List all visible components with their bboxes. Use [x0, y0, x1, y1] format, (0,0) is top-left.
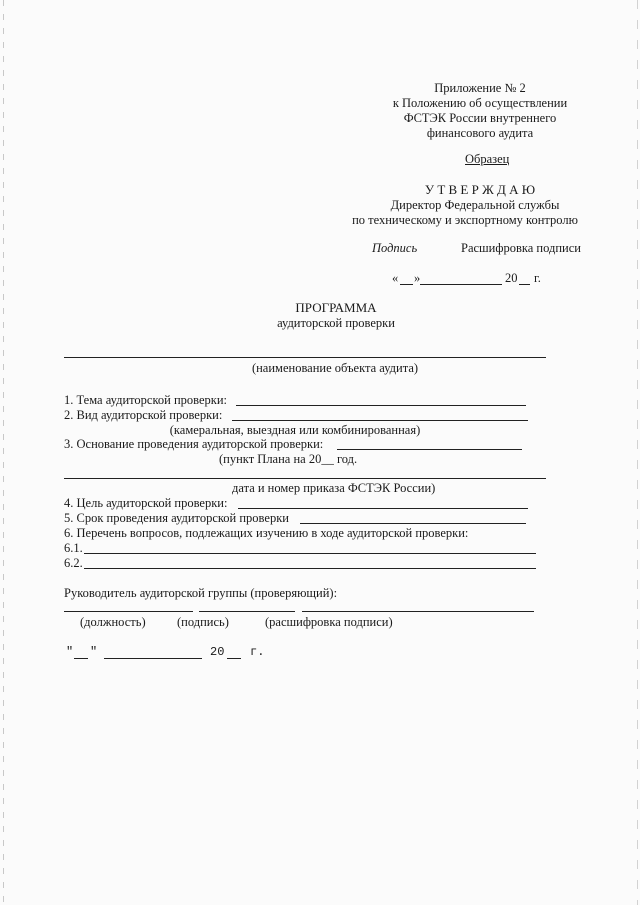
final-date-year: 20 [210, 645, 225, 659]
item-6-2-label: 6.2. [64, 556, 83, 570]
final-date-suffix: г. [250, 645, 265, 659]
signature-caption: (подпись) [177, 615, 229, 629]
decoding-caption: (расшифровка подписи) [265, 615, 393, 629]
order-caption: дата и номер приказа ФСТЭК России) [232, 481, 436, 495]
final-date-year-line [227, 658, 241, 659]
approval-heading: У Т В Е Р Ж Д А Ю [424, 182, 536, 197]
item-2-label: 2. Вид аудиторской проверки: [64, 408, 223, 422]
leader-label: Руководитель аудиторской группы (проверяющий): [64, 586, 338, 600]
item-4-line [238, 508, 528, 509]
order-line [64, 478, 546, 479]
object-caption: (наименование объекта аудита) [251, 361, 419, 375]
program-title: ПРОГРАММА [295, 300, 377, 315]
item-3-line [337, 449, 522, 450]
item-3-note: (пункт Плана на 20__ год. [219, 452, 358, 466]
appendix-line-1: Приложение № 2 [434, 81, 526, 95]
sample-label: Образец [465, 152, 510, 166]
item-5-line [300, 523, 526, 524]
leader-position-line [64, 611, 193, 612]
final-date-open-quote: " [66, 645, 74, 659]
appendix-line-3: ФСТЭК России внутреннего [403, 111, 557, 125]
approval-date-year: 20 [505, 271, 518, 285]
decoding-label: Расшифровка подписи [461, 241, 581, 255]
approval-date-suffix: г. [534, 271, 541, 285]
item-1-line [236, 405, 526, 406]
item-6-1-label: 6.1. [64, 541, 83, 555]
object-name-line [64, 357, 546, 358]
item-1-label: 1. Тема аудиторской проверки: [64, 393, 228, 407]
leader-signature-line [199, 611, 295, 612]
program-subtitle: аудиторской проверки [277, 316, 395, 330]
approval-position-1: Директор Федеральной службы [390, 198, 560, 212]
final-date-day-line [74, 658, 88, 659]
approval-date-month-line [420, 284, 502, 285]
appendix-line-4: финансового аудита [426, 126, 534, 140]
approval-date-close-quote: » [414, 271, 421, 285]
item-6-1-line [84, 553, 536, 554]
item-6-label: 6. Перечень вопросов, подлежащих изучению в ходе аудиторской проверки: [64, 526, 469, 540]
final-date-close-quote: " [90, 645, 98, 659]
scan-edge-left [3, 0, 4, 905]
approval-position-2: по техническому и экспортному контролю [352, 213, 578, 227]
approval-date-open-quote: « [392, 271, 399, 285]
item-2-line [232, 420, 528, 421]
leader-decoding-line [302, 611, 534, 612]
item-5-label: 5. Срок проведения аудиторской проверки [64, 511, 289, 525]
item-6-2-line [84, 568, 536, 569]
item-2-note: (камеральная, выездная или комбинированная) [169, 423, 421, 437]
appendix-line-2: к Положению об осуществлении [392, 96, 568, 110]
scan-edge-right [637, 0, 638, 905]
final-date-month-line [104, 658, 202, 659]
item-4-label: 4. Цель аудиторской проверки: [64, 496, 228, 510]
position-caption: (должность) [80, 615, 146, 629]
signature-label: Подпись [372, 241, 418, 255]
approval-date-day-line [400, 284, 413, 285]
item-3-label: 3. Основание проведения аудиторской проверки: [64, 437, 324, 451]
approval-date-year-line [519, 284, 530, 285]
